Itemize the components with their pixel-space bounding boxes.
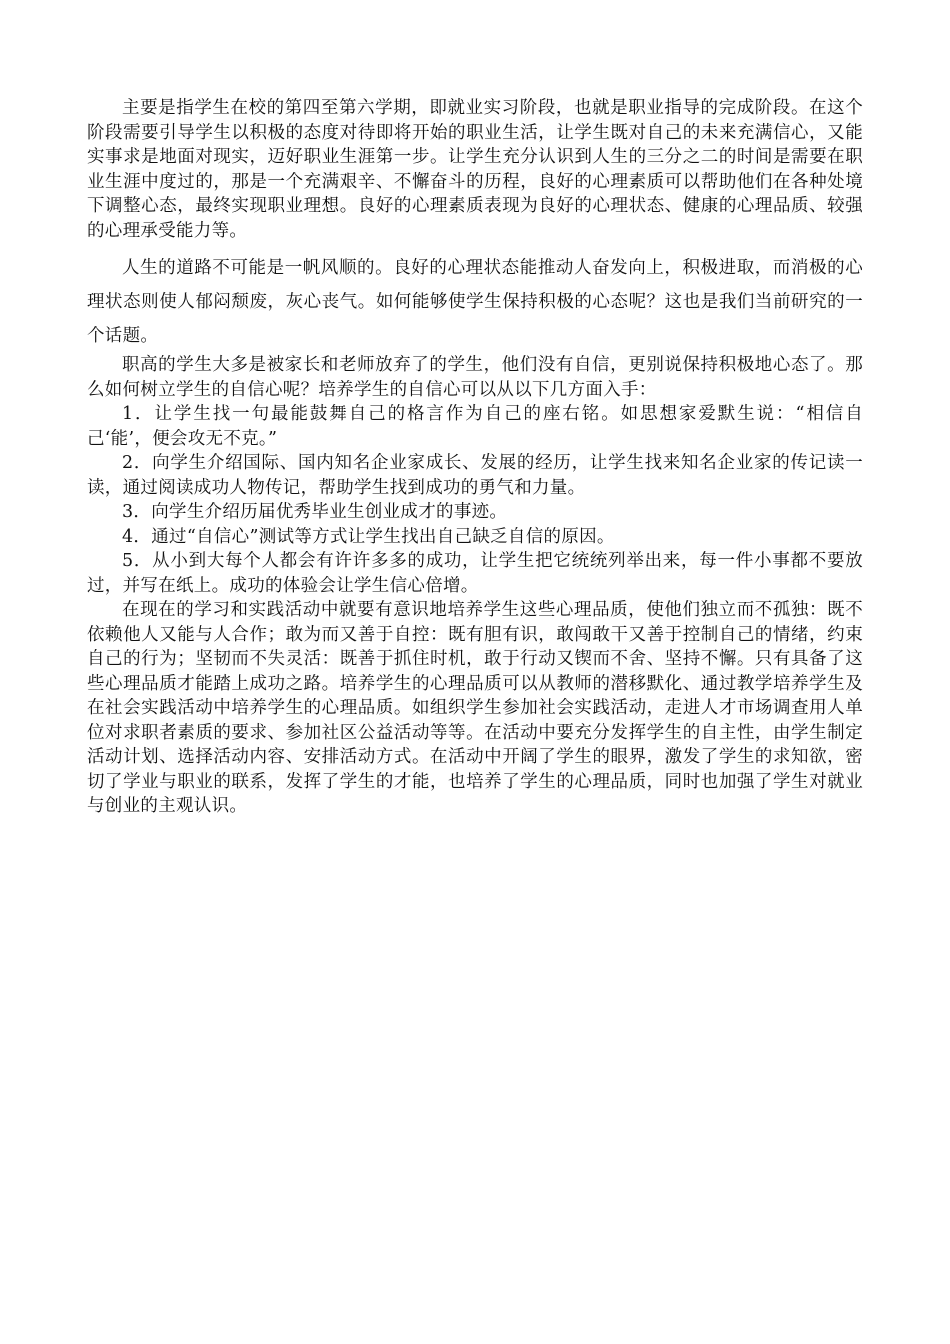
- list-item-entrepreneurs: 2．向学生介绍国际、国内知名企业家成长、发展的经历，让学生找来知名企业家的传记读一读，通过阅读成功人物传记，帮助学生找到成功的勇气和力量。: [87, 453, 863, 498]
- paragraph-psychological-qualities: 在现在的学习和实践活动中就要有意识地培养学生这些心理品质，使他们独立而不孤独：既不依赖他人又能与人合作；敢为而又善于自控：既有胆有识，敢闯敢干又善于控制自己的情绪，约束自己的行为；坚韧而不失灵活：既善于抓住时机，敢于行动又锲而不舍、坚持不懈。只有具备了这些心理品质才能踏上成功之路。培养学生的心理品质可以从教师的潜移默化、通过教学培养学生及在社会实践活动中培养学生的心理品质。如组织学生参加社会实践活动，走进人才市场调查用人单位对求职者素质的要求、参加社区公益活动等等。在活动中要充分发挥学生的自主性，由学生制定活动计划、选择活动内容、安排活动方式。在活动中开阔了学生的眼界，激发了学生的求知欲，密切了学业与职业的联系，发挥了学生的才能，也培养了学生的心理品质，同时也加强了学生对就业与创业的主观认识。: [87, 600, 863, 816]
- document-body: [87, 96, 863, 819]
- paragraph-career-stage: 主要是指学生在校的第四至第六学期，即就业实习阶段，也就是职业指导的完成阶段。在这个阶段需要引导学生以积极的态度对待即将开始的职业生活，让学生既对自己的未来充满信心，又能实事求是地面对现实，迈好职业生涯第一步。让学生充分认识到人生的三分之二的时间是需要在职业生涯中度过的，那是一个充满艰辛、不懈奋斗的历程，良好的心理素质可以帮助他们在各种处境下调整心态，最终实现职业理想。良好的心理素质表现为良好的心理状态、健康的心理品质、较强的心理承受能力等。: [87, 98, 863, 241]
- paragraph-positive-attitude: 人生的道路不可能是一帆风顺的。良好的心理状态能推动人奋发向上，积极进取，而消极的心理状态则使人郁闷颓废，灰心丧气。如何能够使学生保持积极的心态呢？这也是我们当前研究的一个话题。: [87, 258, 863, 346]
- list-item-confidence-test: 4．通过“自信心”测试等方式让学生找出自己缺乏自信的原因。: [122, 526, 615, 547]
- list-item-motto: 1．让学生找一句最能鼓舞自己的格言作为自己的座右铭。如思想家爱默生说：“相信自己‘能’，便会攻无不克。”: [87, 404, 863, 449]
- list-item-success-list: 5．从小到大每个人都会有许许多多的成功，让学生把它统统列举出来，每一件小事都不要放过，并写在纸上。成功的体验会让学生信心倍增。: [87, 551, 863, 596]
- list-item-graduates: 3．向学生介绍历届优秀毕业生创业成才的事迹。: [122, 502, 508, 522]
- paragraph-confidence-intro: 职高的学生大多是被家长和老师放弃了的学生，他们没有自信，更别说保持积极地心态了。那么如何树立学生的自信心呢？培养学生的自信心可以从以下几方面入手：: [87, 355, 863, 400]
